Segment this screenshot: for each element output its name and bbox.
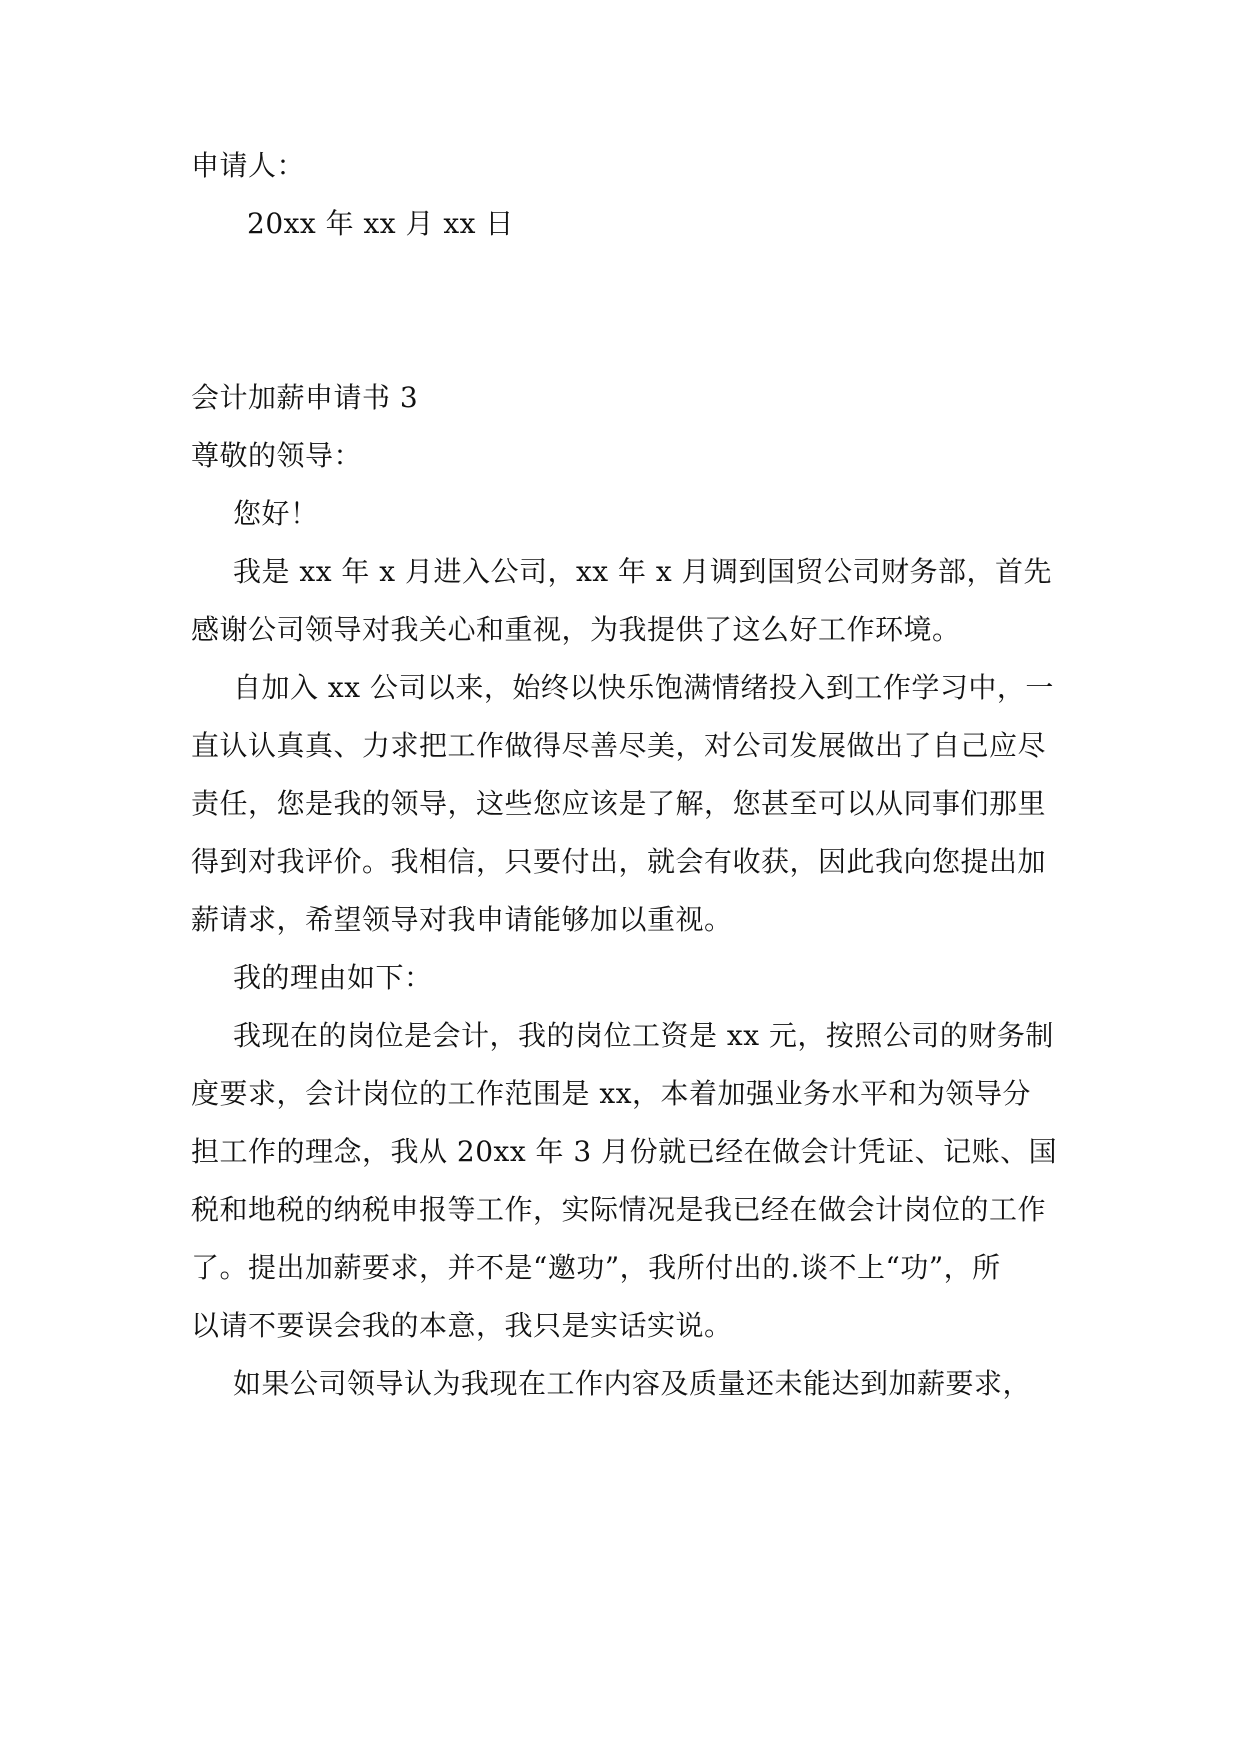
paragraph-line: 以请不要误会我的本意，我只是实话实说。 xyxy=(191,1309,733,1342)
paragraph-line: 感谢公司领导对我关心和重视，为我提供了这么好工作环境。 xyxy=(191,613,961,646)
signature-date: 20xx 年 xx 月 xx 日 xyxy=(247,207,514,240)
paragraph-line: 我的理由如下： xyxy=(233,961,433,994)
paragraph-line: 我现在的岗位是会计，我的岗位工资是 xx 元，按照公司的财务制 xyxy=(233,1019,1054,1052)
paragraph-line: 责任，您是我的领导，这些您应该是了解，您甚至可以从同事们那里 xyxy=(191,787,1047,820)
paragraph-line: 自加入 xx 公司以来，始终以快乐饱满情绪投入到工作学习中，一 xyxy=(233,671,1054,704)
paragraph-line: 担工作的理念，我从 20xx 年 3 月份就已经在做会计凭证、记账、国 xyxy=(191,1135,1058,1168)
greeting: 您好！ xyxy=(233,497,319,530)
paragraph-line: 税和地税的纳税申报等工作，实际情况是我已经在做会计岗位的工作 xyxy=(191,1193,1047,1226)
letter-title: 会计加薪申请书 3 xyxy=(191,381,419,414)
paragraph-line: 直认认真真、力求把工作做得尽善尽美，对公司发展做出了自己应尽 xyxy=(191,729,1047,762)
applicant-label: 申请人： xyxy=(191,149,306,182)
paragraph-line: 我是 xx 年 x 月进入公司，xx 年 x 月调到国贸公司财务部，首先 xyxy=(233,555,1053,588)
paragraph-line: 了。提出加薪要求，并不是“邀功”，我所付出的.谈不上“功”，所 xyxy=(191,1251,1001,1284)
paragraph-line: 如果公司领导认为我现在工作内容及质量还未能达到加薪要求， xyxy=(233,1367,1032,1400)
paragraph-line: 得到对我评价。我相信，只要付出，就会有收获，因此我向您提出加 xyxy=(191,845,1047,878)
paragraph-line: 度要求，会计岗位的工作范围是 xx，本着加强业务水平和为领导分 xyxy=(191,1077,1031,1110)
salutation: 尊敬的领导： xyxy=(191,439,363,472)
paragraph-line: 薪请求，希望领导对我申请能够加以重视。 xyxy=(191,903,733,936)
